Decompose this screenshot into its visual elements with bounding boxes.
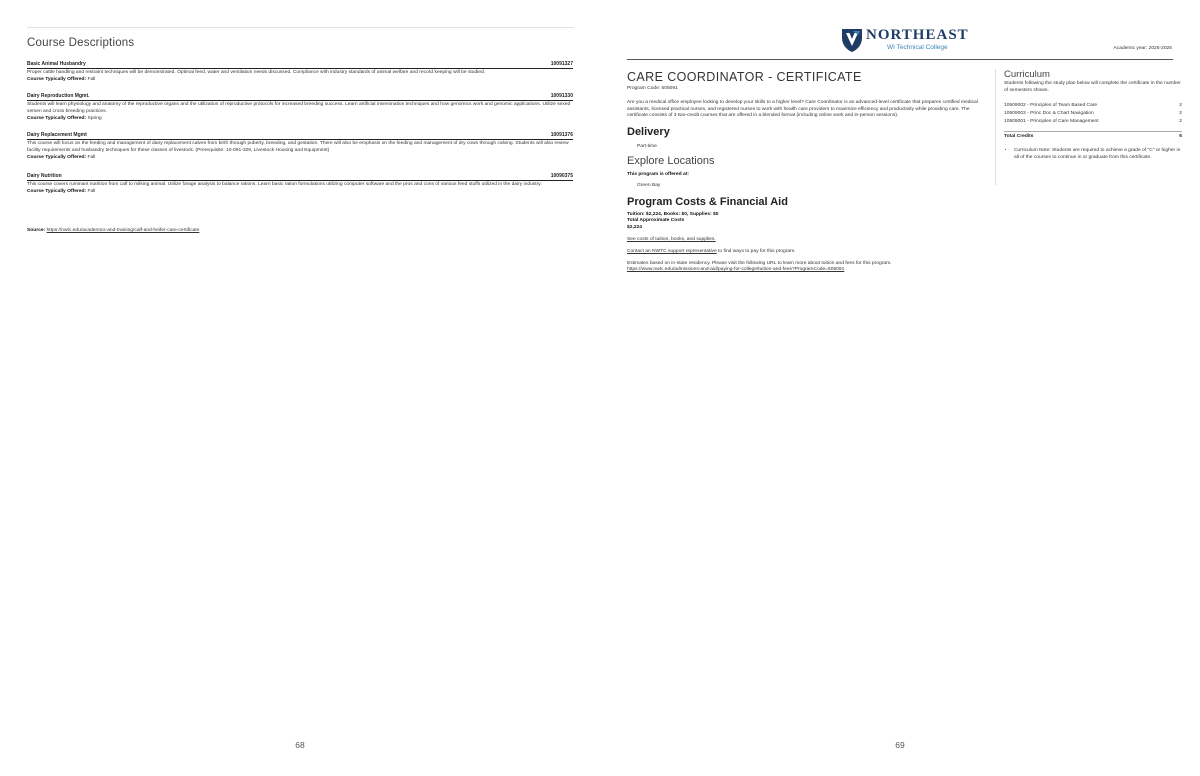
program-intro: Are you a medical office employee looking to develop your skills to a higher level? Care Coordinator is an advanced-level certificate that prepares certified medical assistants, licensed practical nurses, and registered nurses to work with health care providers to maximize efficiency and productivity while providing care. The certificate consists of 3 two-credit courses that are offered in a blended format (including online work and in-person sessions). (627, 99, 978, 119)
tuition-link[interactable]: https://www.nwtc.edu/admissions-and-aid/paying-for-college/tuition-and-fees?ProgramCode=505091 (627, 267, 845, 273)
contact-line: Contact an NWTC support representative to find ways to pay for this program. (627, 248, 796, 254)
locations-heading: Explore Locations (627, 154, 715, 167)
college-logo (841, 27, 969, 53)
top-divider (27, 27, 574, 28)
course-header (27, 173, 573, 181)
costs-link[interactable]: See costs of tuition, books, and supplies. (627, 236, 716, 242)
course-entry (27, 61, 573, 84)
course-offered: Course Typically Offered: Fall (27, 154, 96, 160)
course-offered: Course Typically Offered: Fall (27, 188, 96, 194)
delivery-value: Part-time (637, 144, 657, 150)
logo-subtitle: WI Technical College (887, 44, 948, 51)
logo-name: NORTHEAST (866, 27, 969, 43)
source-line (27, 228, 199, 233)
locations-label: This program is offered at: (627, 171, 689, 177)
source-label: Source: (27, 228, 46, 233)
total-costs-label: Total Approximate Costs (627, 218, 685, 224)
course-name: Dairy Nutrition (27, 173, 62, 179)
shield-icon (841, 27, 863, 53)
curriculum-list (1004, 102, 1182, 126)
curriculum-heading: Curriculum (1004, 69, 1050, 80)
delivery-heading: Delivery (627, 126, 670, 139)
contact-link[interactable]: Contact an NWTC support representative (627, 248, 717, 254)
course-description: Proper cattle handling and restraint techniques will be demonstrated. Optimal feed, water and ventilation needs discussed. Compliance with industry standards of animal welfare and record keeping will be studied. (27, 70, 486, 75)
estimates-note: Estimates based on in-state residency. Please visit the following URL to learn more about tuition and fees for this program. (627, 260, 892, 266)
course-description: This course will focus on the feeding and management of dairy replacement calves from birth through puberty, breeding, and gestation. There will also be emphasis on the feeding and management of dry cows through calving. Students will also review facility requirements and husbandry techniques for these classes of livestock. (Prerequisite: 10-091-329, Livestock Housing and Equipment) (27, 141, 569, 153)
course-header (27, 93, 573, 101)
course-name: Dairy Reproduction Mgmt. (27, 93, 90, 99)
course-header (27, 132, 573, 140)
certificate-title: CARE COORDINATOR - CERTIFICATE (627, 70, 862, 84)
course-offered: Course Typically Offered: Spring (27, 115, 102, 121)
curriculum-row: 10509001 - Principles of Care Management 2 (1004, 118, 1182, 124)
total-credits: Total Credits 6 (1004, 131, 1182, 139)
course-code: 10090375 (550, 173, 573, 179)
course-entry (27, 93, 573, 123)
program-main (627, 70, 987, 274)
academic-year: Academic year: 2025-2026 (1113, 46, 1172, 51)
curriculum-panel (995, 69, 1182, 185)
section-title: Course Descriptions (27, 37, 135, 49)
course-description: Students will learn physiology and anatomy of the reproductive organs and the utilization of reproductive protocols for increased breeding success. Learn artificial insemination techniques and how genomics work and genomic applications. Utilize sexed semen and cross breeding practices. (27, 102, 571, 114)
course-name: Dairy Replacement Mgmt (27, 132, 87, 138)
course-header (27, 61, 573, 69)
course-name: Basic Animal Husbandry (27, 61, 86, 67)
total-costs-value: $2,224 (627, 225, 642, 231)
location-item: Green Bay (637, 182, 661, 188)
course-entry (27, 132, 573, 162)
header-divider (627, 59, 1173, 60)
course-offered: Course Typically Offered: Fall (27, 76, 96, 82)
right-page (600, 0, 1200, 776)
course-entry (27, 173, 573, 196)
course-code: 10091330 (550, 93, 573, 99)
page-number: 69 (895, 740, 905, 750)
course-code: 10091327 (550, 61, 573, 67)
page-number: 68 (295, 740, 305, 750)
course-code: 10091376 (550, 132, 573, 138)
curriculum-row: 10509002 - Principles of Team Based Care 2 (1004, 102, 1182, 108)
course-description: This course covers ruminant nutrition from calf to milking animal. Utilize forage analysis to balance rations. Learn basic ration formulations utilizing computer software and the pros and cons of various feed stuffs utilized in the dairy industry. (27, 182, 542, 187)
program-code: Program Code: 505091 (627, 86, 678, 91)
curriculum-intro: Students following the study plan below will complete the certificate in the number of semesters shown. (1004, 81, 1181, 93)
costs-breakdown: Tuition: $2,224, Books: $0, Supplies: $0 (627, 211, 719, 217)
curriculum-row: 10509003 - Princ Doc & Chart Navigation 2 (1004, 110, 1182, 116)
costs-heading: Program Costs & Financial Aid (627, 195, 788, 208)
curriculum-notes (1004, 147, 1182, 163)
source-link[interactable]: https://nwtc.edu/academics-and-training/calf-and-heifer-care-certificate (46, 228, 200, 233)
curriculum-note: • Curriculum Note: Students are required to achieve a grade of "C" or higher in all of the courses to continue in or graduate from this certificate. (1014, 147, 1182, 163)
